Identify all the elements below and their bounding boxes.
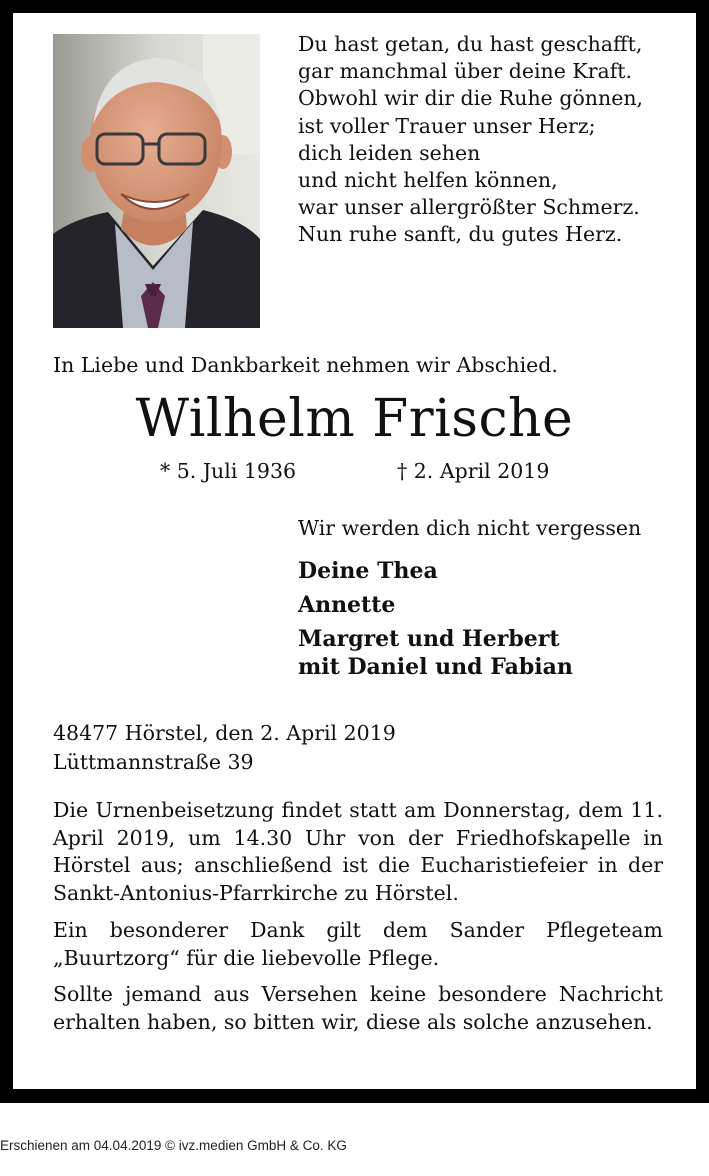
thanks-paragraph: Ein besonderer Dank gilt dem Sander Pflegeteam „Buurtzorg“ für die liebevolle Pflege.: [53, 917, 663, 970]
poem-line: Du hast getan, du hast geschafft,: [298, 32, 643, 56]
poem-line: dich leiden sehen: [298, 140, 481, 165]
mourners-list: [298, 557, 688, 681]
mourner-name: mit Daniel und Fabian: [298, 654, 573, 680]
publication-footer: Erschienen am 04.04.2019 © ivz.medien GmbH & Co. KG: [0, 1138, 347, 1153]
remembrance-line: Wir werden dich nicht vergessen: [298, 516, 642, 540]
poem-line: Obwohl wir dir die Ruhe gönnen,: [298, 86, 644, 111]
portrait-photo: [53, 34, 260, 328]
burial-paragraph: Die Urnenbeisetzung findet statt am Donnerstag, dem 11. April 2019, um 14.30 Uhr von der Friedhofskapelle in Hörstel aus; anschließend ist die Eucharistiefeier in der Sankt-Antonius-Pfarrkirche zu Hörstel.: [53, 798, 663, 906]
address-block: [53, 719, 396, 777]
mourner-name: Annette: [298, 592, 396, 618]
birth-date: * 5. Juli 1936: [160, 459, 297, 483]
deceased-name: Wilhelm Frische: [135, 389, 574, 449]
notification-paragraph: Sollte jemand aus Versehen keine besondere Nachricht erhalten haben, so bitten wir, diese als solche anzusehen.: [53, 982, 663, 1034]
farewell-intro: In Liebe und Dankbarkeit nehmen wir Abschied.: [53, 353, 558, 377]
poem: [298, 31, 688, 249]
notice-text: [53, 797, 663, 1046]
death-date: † 2. April 2019: [397, 459, 550, 483]
poem-line: war unser allergrößter Schmerz.: [298, 195, 640, 220]
poem-line: und nicht helfen können,: [298, 168, 558, 193]
mourner-name: Deine Thea: [298, 558, 438, 584]
obituary-notice: [13, 13, 696, 1089]
mourner-name: Margret und Herbert: [298, 626, 560, 652]
place-and-date: 48477 Hörstel, den 2. April 2019: [53, 721, 396, 745]
poem-line: gar manchmal über deine Kraft.: [298, 59, 633, 84]
poem-line: Nun ruhe sanft, du gutes Herz.: [298, 222, 623, 247]
street-address: Lüttmannstraße 39: [53, 750, 254, 774]
poem-line: ist voller Trauer unser Herz;: [298, 113, 596, 138]
